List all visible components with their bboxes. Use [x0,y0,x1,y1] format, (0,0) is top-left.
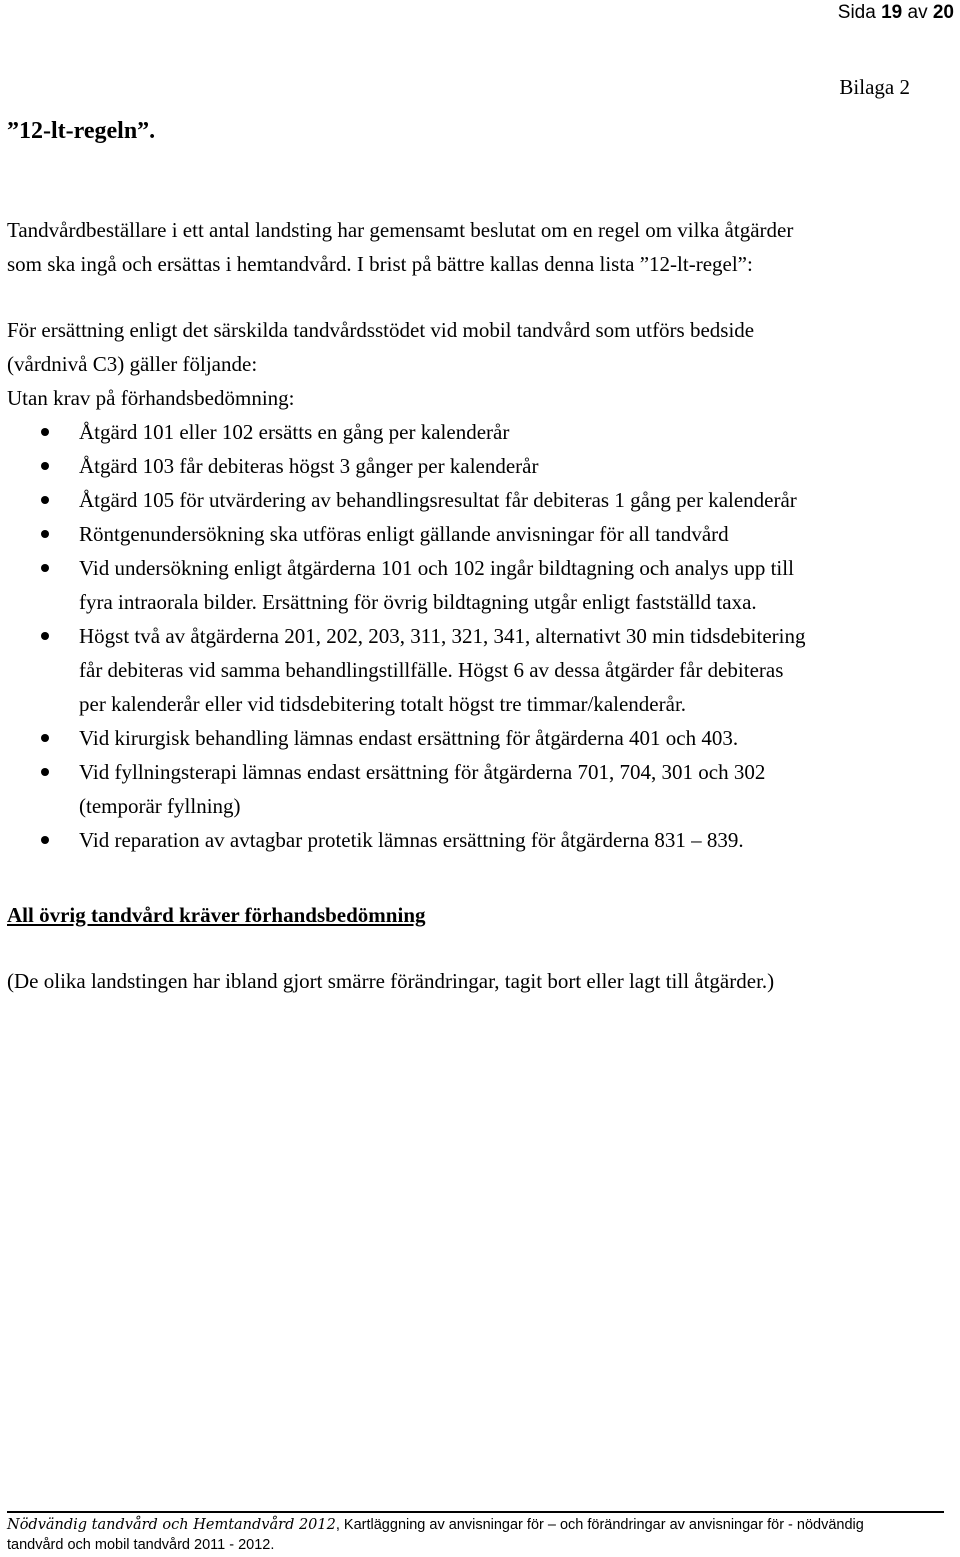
bullet-icon [41,768,49,776]
page-current: 19 [881,2,903,23]
list-item [0,415,960,449]
list-item-text: Vid reparation av avtagbar protetik lämnas ersättning för åtgärderna 831 – 839. [79,828,744,852]
page-middle: av [902,2,933,23]
rules-list [0,415,960,857]
list-item-text: Röntgenundersökning ska utföras enligt gällande anvisningar för all tandvård [79,522,729,546]
bullet-icon [41,428,49,436]
list-item-text: får debiteras vid samma behandlingstillfälle. Högst 6 av dessa åtgärder får debiteras [79,658,784,682]
lead-line: (vårdnivå C3) gäller följande: [7,352,258,376]
intro-line: som ska ingå och ersättas i hemtandvård. I brist på bättre kallas denna lista ”12-lt-regel”: [7,252,753,276]
list-item [0,551,960,619]
footer-subtitle-continued: tandvård och mobil tandvård 2011 - 2012. [7,1537,275,1553]
list-item-text: Åtgärd 101 eller 102 ersätts en gång per kalenderår [79,420,510,444]
list-item [0,619,960,721]
list-item-text: (temporär fyllning) [79,794,241,818]
bullet-icon [41,632,49,640]
list-item-text: Högst två av åtgärderna 201, 202, 203, 311, 321, 341, alternativt 30 min tidsdebitering [79,624,806,648]
remark-paragraph: (De olika landstingen har ibland gjort smärre förändringar, tagit bort eller lagt till åtgärder.) [7,969,775,993]
appendix-label: Bilaga 2 [839,75,910,99]
bullet-icon [41,836,49,844]
intro-line: Tandvårdbeställare i ett antal landsting har gemensamt beslutat om en regel om vilka åtgärder [7,218,794,242]
footer-subtitle: , Kartläggning av anvisningar för – och förändringar av anvisningar för - nödvändig [335,1517,864,1533]
intro-paragraph [7,213,793,281]
list-item-text: per kalenderår eller vid tidsdebitering totalt högst tre timmar/kalenderår. [79,692,687,716]
footer-report-title: Nödvändig tandvård och Hemtandvård 2012 [7,1517,336,1533]
list-item-text: Åtgärd 103 får debiteras högst 3 gånger per kalenderår [79,454,539,478]
list-item [0,483,960,517]
bullet-icon [41,530,49,538]
lead-line: Utan krav på förhandsbedömning: [7,386,295,410]
list-item [0,449,960,483]
lead-line: För ersättning enligt det särskilda tandvårdsstödet vid mobil tandvård som utförs bedside [7,318,755,342]
list-item [0,823,960,857]
list-item [0,721,960,755]
page-number [838,2,954,24]
list-item [0,755,960,823]
bullet-icon [41,462,49,470]
page-footer [7,1515,952,1555]
page-total: 20 [932,2,954,23]
list-item-text: Åtgärd 105 för utvärdering av behandlingsresultat får debiteras 1 gång per kalenderår [79,488,797,512]
bullet-icon [41,734,49,742]
bullet-icon [41,564,49,572]
page-title: ”12-lt-regeln”. [7,118,156,144]
list-item-text: Vid undersökning enligt åtgärderna 101 och 102 ingår bildtagning och analys upp till [79,556,794,580]
list-item [0,517,960,551]
bullet-icon [41,496,49,504]
prior-assessment-note: All övrig tandvård kräver förhandsbedömning [7,903,426,927]
list-item-text: Vid kirurgisk behandling lämnas endast ersättning för åtgärderna 401 och 403. [79,726,739,750]
list-item-text: Vid fyllningsterapi lämnas endast ersättning för åtgärderna 701, 704, 301 och 302 [79,760,766,784]
list-item-text: fyra intraorala bilder. Ersättning för övrig bildtagning utgår enligt fastställd taxa. [79,590,757,614]
footer-divider [7,1511,944,1513]
page-prefix: Sida [837,2,882,23]
lead-paragraph [7,313,754,415]
